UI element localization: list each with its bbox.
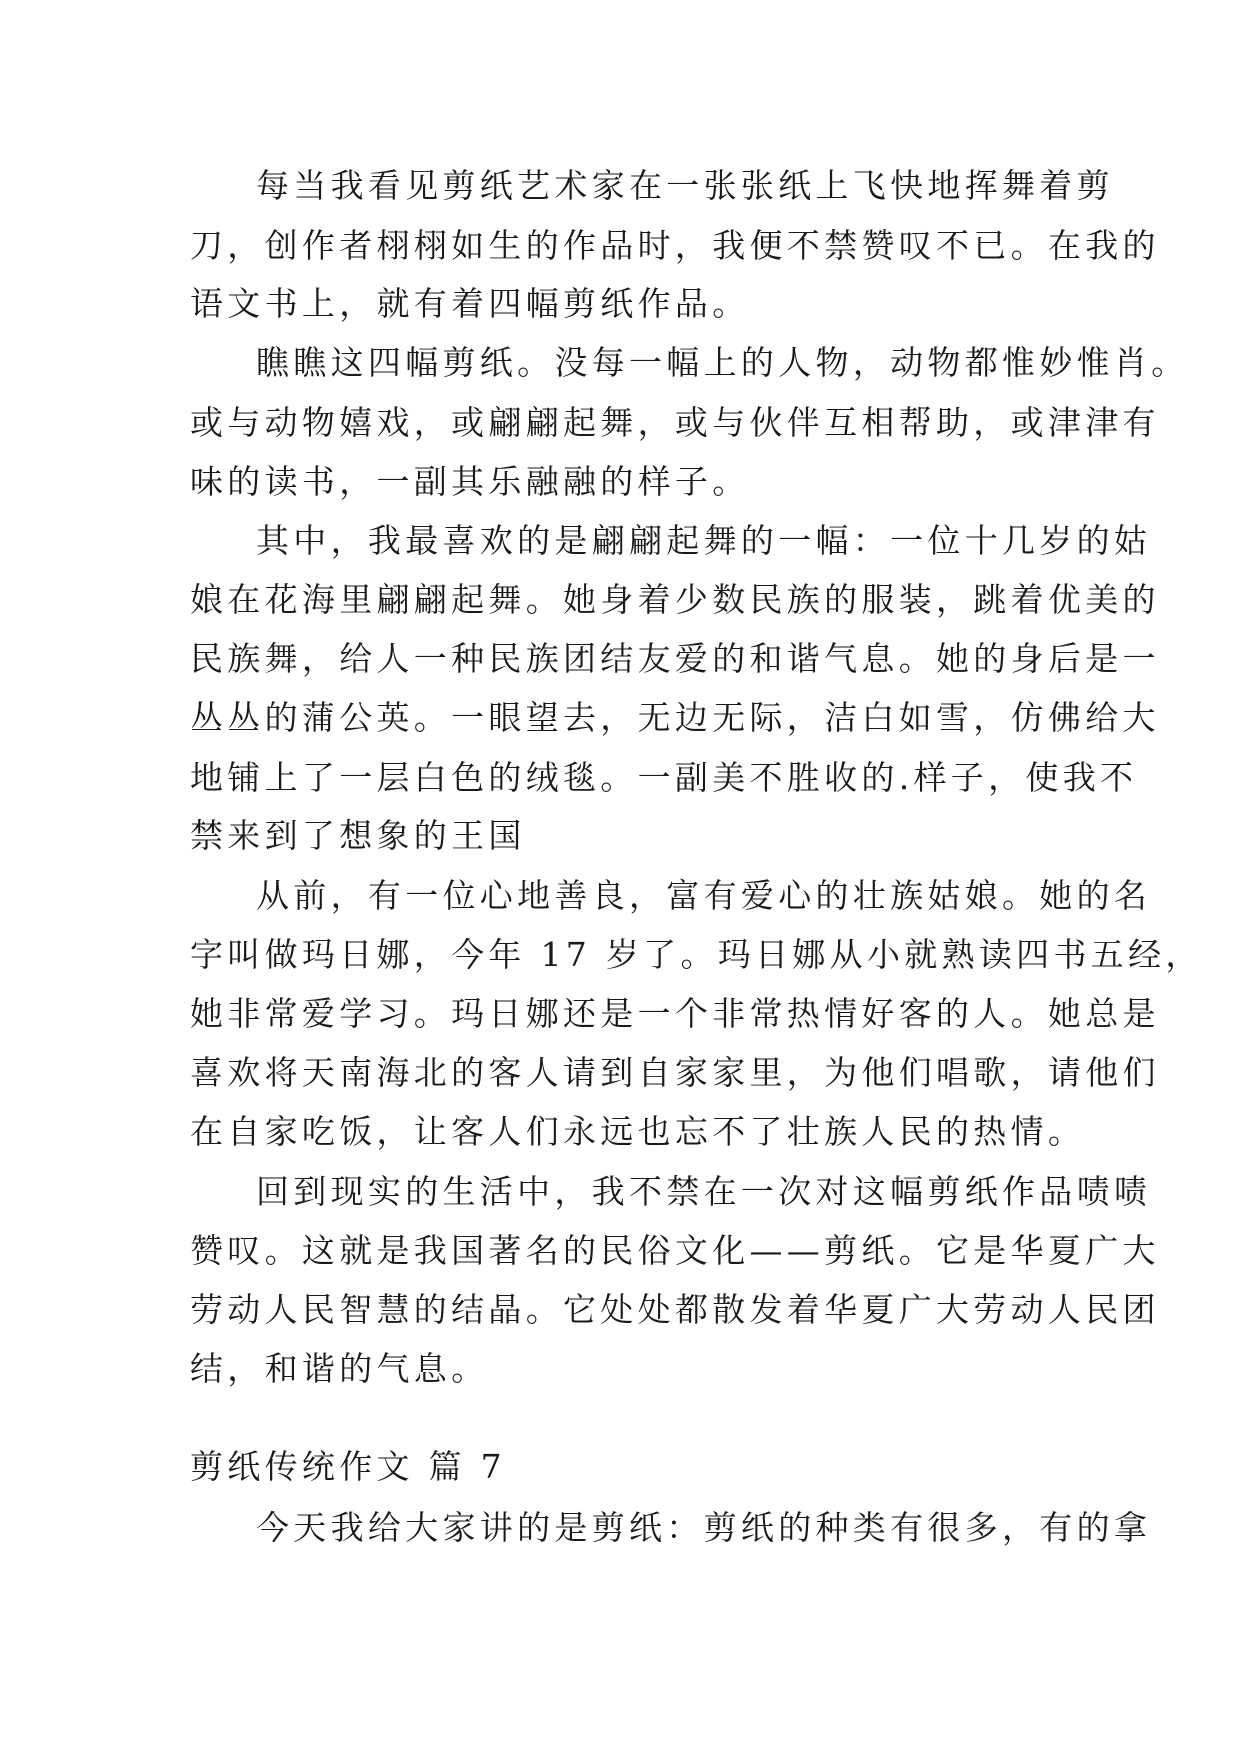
paragraph-5-line-4: 结，和谐的气息。: [190, 1349, 489, 1388]
paragraph-3-line-4: 丛丛的蒲公英。一眼望去，无边无际，洁白如雪，仿佛给大: [190, 698, 1160, 737]
section-heading: 剪纸传统作文 篇 7: [190, 1447, 506, 1486]
paragraph-2-line-3: 味的读书，一副其乐融融的样子。: [190, 462, 750, 501]
paragraph-4-line-5: 在自家吃饭，让客人们永远也忘不了壮族人民的热情。: [190, 1112, 1086, 1151]
paragraph-3-line-2: 娘在花海里翩翩起舞。她身着少数民族的服装，跳着优美的: [190, 580, 1160, 619]
paragraph-4-line-4: 喜欢将天南海北的客人请到自家家里，为他们唱歌，请他们: [190, 1053, 1160, 1092]
paragraph-4-line-1: 从前，有一位心地善良，富有爱心的壮族姑娘。她的名: [256, 876, 1152, 915]
section-paragraph-line-1: 今天我给大家讲的是剪纸：剪纸的种类有很多，有的拿: [256, 1508, 1152, 1547]
paragraph-2-line-2: 或与动物嬉戏，或翩翩起舞，或与伙伴互相帮助，或津津有: [190, 403, 1160, 442]
paragraph-3-line-3: 民族舞，给人一种民族团结友爱的和谐气息。她的身后是一: [190, 639, 1160, 678]
paragraph-1-line-3: 语文书上，就有着四幅剪纸作品。: [190, 284, 750, 323]
paragraph-1-line-2: 刀，创作者栩栩如生的作品时，我便不禁赞叹不已。在我的: [190, 226, 1160, 265]
paragraph-3-line-6: 禁来到了想象的王国: [190, 816, 526, 855]
paragraph-1-line-1: 每当我看见剪纸艺术家在一张张纸上飞快地挥舞着剪: [256, 166, 1114, 205]
paragraph-3-line-1: 其中，我最喜欢的是翩翩起舞的一幅：一位十几岁的姑: [256, 521, 1152, 560]
paragraph-5-line-2: 赞叹。这就是我国著名的民俗文化——剪纸。它是华夏广大: [190, 1231, 1160, 1270]
paragraph-5-line-3: 劳动人民智慧的结晶。它处处都散发着华夏广大劳动人民团: [190, 1290, 1160, 1329]
paragraph-4-line-3: 她非常爱学习。玛日娜还是一个非常热情好客的人。她总是: [190, 994, 1160, 1033]
paragraph-4-line-2: 字叫做玛日娜，今年 17 岁了。玛日娜从小就熟读四书五经，: [190, 935, 1203, 974]
paragraph-3-line-5: 地铺上了一层白色的绒毯。一副美不胜收的.样子，使我不: [190, 758, 1138, 797]
paragraph-2-line-1: 瞧瞧这四幅剪纸。没每一幅上的人物，动物都惟妙惟肖。: [256, 343, 1189, 382]
paragraph-5-line-1: 回到现实的生活中，我不禁在一次对这幅剪纸作品啧啧: [256, 1172, 1152, 1211]
